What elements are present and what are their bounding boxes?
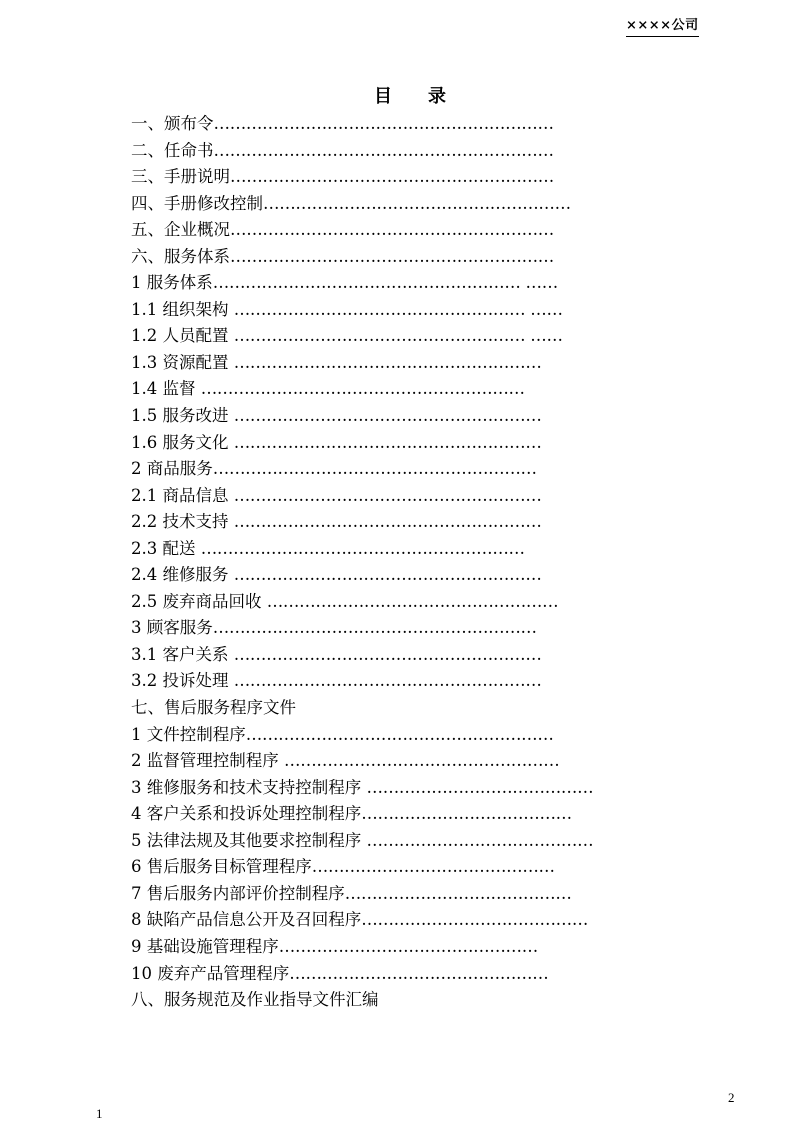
toc-entry-label: 9 基础设施管理程序	[131, 936, 279, 956]
toc-entry-leader: …………………………………………………	[233, 512, 542, 532]
toc-entry[interactable]	[131, 562, 671, 589]
toc-entry-label: 7 售后服务内部评价控制程序	[131, 883, 345, 903]
toc-entry[interactable]	[131, 164, 671, 191]
toc-entry-label: 2.4 维修服务	[131, 565, 234, 585]
toc-entry-label: 4 客户关系和投诉处理控制程序	[131, 804, 362, 824]
toc-entry[interactable]	[131, 111, 671, 138]
toc-entry-leader: ………………………………………………………	[213, 140, 554, 160]
company-header: ××××公司	[626, 18, 699, 37]
table-of-contents	[131, 111, 671, 1014]
toc-entry[interactable]	[131, 615, 671, 642]
toc-entry-label: 1.6 服务文化	[131, 432, 234, 452]
page-number: 2	[728, 1090, 735, 1105]
toc-entry-label: 2.2 技术支持	[131, 512, 234, 532]
toc-entry[interactable]	[131, 297, 671, 324]
toc-entry[interactable]	[131, 191, 671, 218]
toc-entry[interactable]	[131, 695, 671, 722]
toc-entry-leader: …………………………………………………	[233, 406, 542, 426]
toc-entry[interactable]	[131, 987, 671, 1014]
toc-entry-leader: ……………………………………………………	[230, 220, 555, 240]
toc-entry-leader: ……………………………………………… ……	[233, 299, 563, 319]
toc-entry-label: 四、手册修改控制	[131, 193, 263, 213]
toc-entry[interactable]	[131, 536, 671, 563]
toc-entry-label: 2.5 废弃商品回收	[131, 591, 267, 611]
toc-entry-label: 1.1 组织架构	[131, 299, 234, 319]
toc-entry-leader: ………………………………………………	[266, 591, 559, 611]
toc-entry-label: 6 售后服务目标管理程序	[131, 857, 312, 877]
toc-entry-label: 8 缺陷产品信息公开及召回程序	[131, 910, 362, 930]
toc-entry-leader: ………………………………………	[311, 857, 555, 877]
toc-entry[interactable]	[131, 589, 671, 616]
toc-entry-leader: ……………………………………	[344, 883, 572, 903]
toc-entry[interactable]	[131, 722, 671, 749]
toc-entry-label: 1.5 服务改进	[131, 406, 234, 426]
toc-entry-leader: …………………………………………………	[233, 432, 542, 452]
toc-entry-leader: …………………………………………………	[233, 671, 542, 691]
toc-entry-leader: ………………………………………………… ……	[212, 273, 558, 293]
toc-entry[interactable]	[131, 961, 671, 988]
toc-entry[interactable]	[131, 403, 671, 430]
toc-entry-leader: …………………………………………	[278, 936, 538, 956]
toc-entry-leader: ……………………………………………………	[230, 167, 555, 187]
toc-entry[interactable]	[131, 668, 671, 695]
toc-entry-label: 3.2 投诉处理	[131, 671, 234, 691]
toc-entry-label: 5 法律法规及其他要求控制程序	[131, 830, 367, 850]
toc-entry[interactable]	[131, 801, 671, 828]
toc-entry-leader: …………………………………………………	[233, 352, 542, 372]
toc-entry[interactable]	[131, 775, 671, 802]
toc-entry-label: 三、手册说明	[131, 167, 230, 187]
toc-entry-leader: ……………………………………………………	[200, 538, 525, 558]
toc-entry-label: 八、服务规范及作业指导文件汇编	[131, 990, 379, 1010]
toc-entry-leader: ……………………………………………………	[200, 379, 525, 399]
toc-entry-leader: ……………………………………………………	[212, 459, 537, 479]
toc-entry-label: 1.4 监督	[131, 379, 201, 399]
toc-entry-label: 2.3 配送	[131, 538, 201, 558]
toc-entry-leader: …………………………………………………	[245, 724, 554, 744]
toc-entry[interactable]	[131, 270, 671, 297]
footer-number: 1	[96, 1106, 103, 1121]
toc-entry-label: 六、服务体系	[131, 246, 230, 266]
toc-entry[interactable]	[131, 244, 671, 271]
toc-entry-label: 七、售后服务程序文件	[131, 698, 296, 718]
toc-entry-leader: …………………………………………………	[233, 565, 542, 585]
toc-entry[interactable]	[131, 430, 671, 457]
toc-entry[interactable]	[131, 854, 671, 881]
toc-entry[interactable]	[131, 907, 671, 934]
toc-entry[interactable]	[131, 217, 671, 244]
toc-entry-leader: …………………………………………………	[233, 485, 542, 505]
toc-entry-leader: …………………………………	[361, 804, 572, 824]
toc-entry-label: 1 文件控制程序	[131, 724, 246, 744]
toc-entry-leader: …………………………………………………	[263, 193, 571, 213]
toc-entry-leader: …………………………………………	[289, 963, 549, 983]
toc-entry[interactable]	[131, 509, 671, 536]
toc-entry-label: 2 商品服务	[131, 459, 213, 479]
toc-entry-leader: ……………………………………………	[284, 751, 560, 771]
toc-entry-label: 二、任命书	[131, 140, 214, 160]
toc-title: 目 录	[374, 86, 446, 107]
toc-entry[interactable]	[131, 483, 671, 510]
toc-entry-leader: ……………………………………………………	[212, 618, 537, 638]
toc-entry-label: 1.2 人员配置	[131, 326, 234, 346]
toc-entry[interactable]	[131, 828, 671, 855]
toc-entry[interactable]	[131, 456, 671, 483]
toc-entry-label: 2 监督管理控制程序	[131, 751, 284, 771]
toc-entry-leader: ………………………………………………………	[213, 114, 554, 133]
toc-entry[interactable]	[131, 138, 671, 165]
toc-entry[interactable]	[131, 323, 671, 350]
toc-entry-label: 2.1 商品信息	[131, 485, 234, 505]
toc-entry-label: 10 废弃产品管理程序	[131, 963, 290, 983]
toc-entry-leader: ……………………………………	[366, 777, 594, 797]
toc-entry-label: 1.3 资源配置	[131, 352, 234, 372]
toc-entry-label: 一、颁布令	[131, 114, 214, 133]
toc-entry-leader: ……………………………………	[366, 830, 594, 850]
toc-entry[interactable]	[131, 642, 671, 669]
toc-entry-label: 1 服务体系	[131, 273, 213, 293]
toc-entry-leader: ……………………………………………………	[230, 246, 555, 266]
toc-entry[interactable]	[131, 934, 671, 961]
toc-entry[interactable]	[131, 376, 671, 403]
toc-entry-leader: ……………………………………………… ……	[233, 326, 563, 346]
toc-entry[interactable]	[131, 748, 671, 775]
toc-entry-label: 五、企业概况	[131, 220, 230, 240]
toc-entry[interactable]	[131, 350, 671, 377]
toc-entry[interactable]	[131, 881, 671, 908]
toc-entry-leader: ……………………………………	[361, 910, 589, 930]
toc-entry-label: 3 顾客服务	[131, 618, 213, 638]
toc-entry-label: 3 维修服务和技术支持控制程序	[131, 777, 367, 797]
toc-entry-leader: …………………………………………………	[233, 644, 542, 664]
toc-entry-label: 3.1 客户关系	[131, 644, 234, 664]
